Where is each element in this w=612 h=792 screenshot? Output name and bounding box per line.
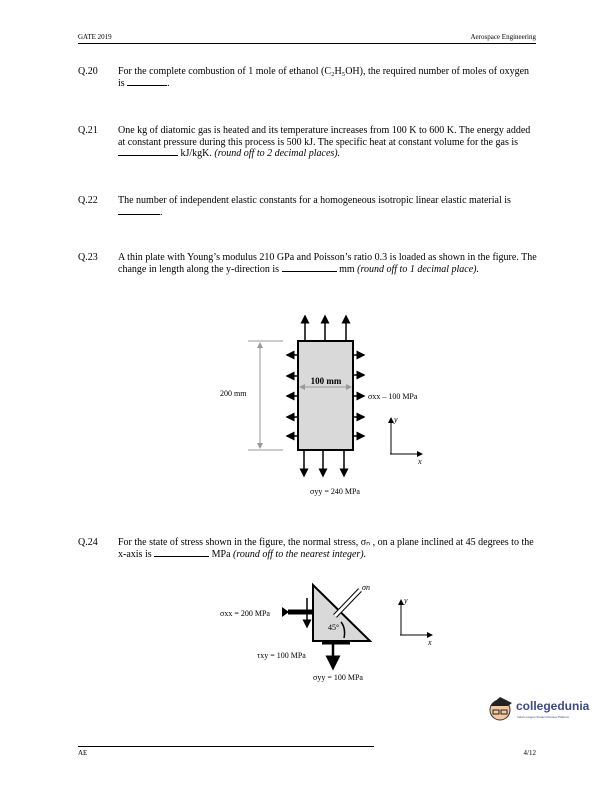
- y-axis-label: y: [394, 415, 398, 424]
- question-text: For the state of stress shown in the figure, the normal stress, σₙ , on a plane inclined at 45 degrees to the x-axis is: [118, 537, 534, 560]
- brand-tagline: India's largest Student Review Platform: [517, 715, 570, 719]
- question-unit: mm: [339, 263, 355, 275]
- question-unit: MPa: [211, 548, 231, 560]
- header-exam: GATE 2019: [78, 33, 112, 41]
- angle-label: 45°: [328, 623, 340, 632]
- question-number: Q.22: [78, 195, 98, 206]
- question-number: Q.20: [78, 66, 98, 77]
- footer-code: AE: [78, 749, 88, 757]
- axes: [400, 600, 432, 635]
- question-number: Q.24: [78, 537, 98, 548]
- plate: [298, 341, 353, 450]
- x-axis-label: x: [428, 638, 432, 647]
- answer-blank: [118, 155, 178, 156]
- question-number: Q.23: [78, 252, 98, 263]
- question-suffix: .: [160, 206, 163, 218]
- sigma-yy-label: σyy = 100 MPa: [313, 673, 363, 682]
- brand-name: collegedunia: [516, 699, 590, 713]
- question-text: The number of independent elastic constants for a homogeneous isotropic linear elastic material is: [118, 195, 511, 206]
- question-text: One kg of diatomic gas is heated and its temperature increases from 100 K to 600 K. The energy added at constant pressure during this process is 500 kJ. The specific heat at constant volume for the gas is: [118, 125, 531, 148]
- header-subject: Aerospace Engineering: [470, 33, 536, 41]
- tau-xy-label: τxy = 100 MPa: [257, 651, 306, 660]
- sigma-yy-label: σyy = 240 MPa: [310, 487, 360, 496]
- sigma-xx-label: σxx = 200 MPa: [220, 609, 270, 618]
- sigma-n-label: σn: [362, 583, 370, 592]
- question-suffix: .: [167, 77, 170, 89]
- page-number: 4/12: [523, 749, 536, 757]
- question-text: For the complete combustion of 1 mole of ethanol (C₂H₅OH), the required number of moles of oxygen is: [118, 66, 530, 89]
- answer-blank: [154, 556, 209, 557]
- footer-rule: [78, 746, 374, 747]
- question-note: (round off to 2 decimal places).: [214, 148, 341, 159]
- figure-plate: [200, 300, 450, 500]
- question-note: (round off to the nearest integer).: [233, 548, 367, 560]
- collegedunia-watermark: [486, 694, 612, 724]
- triangle-element: [313, 585, 370, 641]
- sigma-xx-label: σxx – 100 MPa: [368, 392, 418, 401]
- question-number: Q.21: [78, 125, 98, 136]
- question-note: (round off to 1 decimal place).: [357, 263, 479, 275]
- height-label: 200 mm: [220, 389, 247, 398]
- answer-blank: [118, 214, 160, 215]
- question-unit: kJ/kgK.: [180, 148, 212, 159]
- question-text: A thin plate with Young’s modulus 210 GPa and Poisson’s ratio 0.3 is loaded as shown in the figure. The change in length along the y-direction is: [118, 252, 537, 275]
- x-axis-label: x: [418, 457, 422, 466]
- answer-blank: [282, 271, 337, 272]
- y-axis-label: y: [404, 596, 408, 605]
- figure-stress-element: [200, 570, 450, 690]
- header-rule: [78, 43, 536, 44]
- width-label: 100 mm: [310, 376, 342, 386]
- answer-blank: [127, 85, 167, 86]
